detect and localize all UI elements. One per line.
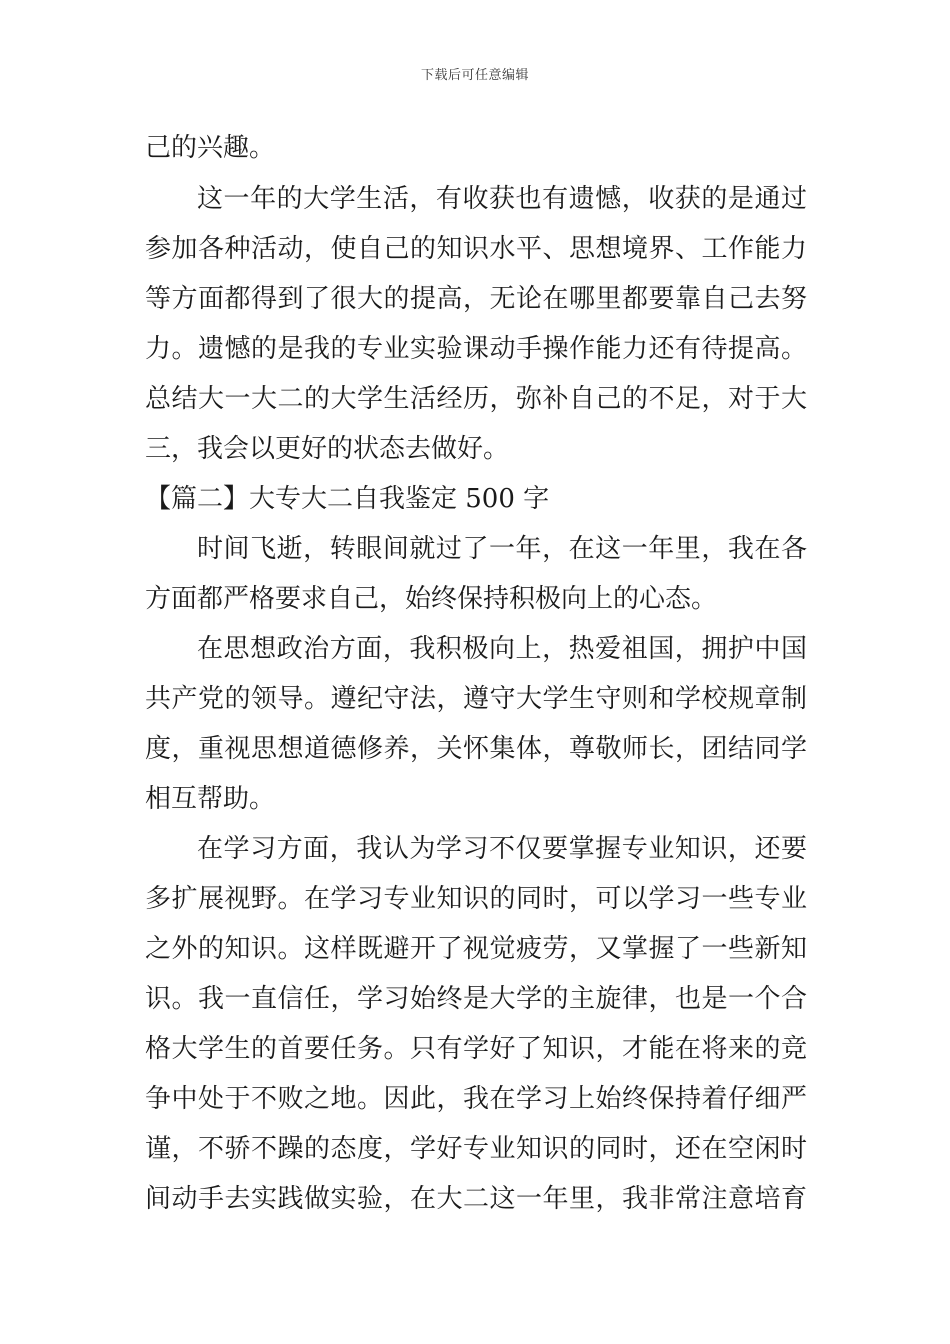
- text-line: 识。我一直信任，学习始终是大学的主旋律，也是一个合: [145, 984, 807, 1014]
- text-line: 争中处于不败之地。因此，我在学习上始终保持着仔细严: [145, 1084, 807, 1114]
- section-heading: 【篇二】大专大二自我鉴定 500 字: [145, 484, 550, 514]
- text-line: 三，我会以更好的状态去做好。: [145, 434, 510, 464]
- text-line: 度，重视思想道德修养，关怀集体，尊敬师长，团结同学: [145, 734, 807, 764]
- text-line: 方面都严格要求自己，始终保持积极向上的心态。: [145, 584, 718, 614]
- text-line: 参加各种活动，使自己的知识水平、思想境界、工作能力: [145, 234, 807, 264]
- text-line: 在学习方面，我认为学习不仅要掌握专业知识，还要: [197, 834, 807, 864]
- text-line: 时间飞逝，转眼间就过了一年，在这一年里，我在各: [197, 534, 807, 564]
- text-line: 己的兴趣。: [145, 133, 276, 163]
- text-line: 共产党的领导。遵纪守法，遵守大学生守则和学校规章制: [145, 684, 807, 714]
- text-line: 谨，不骄不躁的态度，学好专业知识的同时，还在空闲时: [145, 1134, 807, 1164]
- text-line: 总结大一大二的大学生活经历，弥补自己的不足，对于大: [145, 384, 807, 414]
- text-line: 在思想政治方面，我积极向上，热爱祖国，拥护中国: [197, 634, 807, 664]
- text-line: 相互帮助。: [145, 784, 276, 814]
- text-line: 等方面都得到了很大的提高，无论在哪里都要靠自己去努: [145, 284, 807, 314]
- text-line: 之外的知识。这样既避开了视觉疲劳，又掌握了一些新知: [145, 934, 807, 964]
- text-line: 多扩展视野。在学习专业知识的同时，可以学习一些专业: [145, 884, 807, 914]
- text-line: 这一年的大学生活，有收获也有遗憾，收获的是通过: [197, 184, 807, 214]
- text-line: 格大学生的首要任务。只有学好了知识，才能在将来的竞: [145, 1034, 807, 1064]
- page-header: 下载后可任意编辑: [420, 68, 529, 83]
- text-line: 间动手去实践做实验，在大二这一年里，我非常注意培育: [145, 1184, 807, 1214]
- text-line: 力。遗憾的是我的专业实验课动手操作能力还有待提高。: [145, 334, 807, 364]
